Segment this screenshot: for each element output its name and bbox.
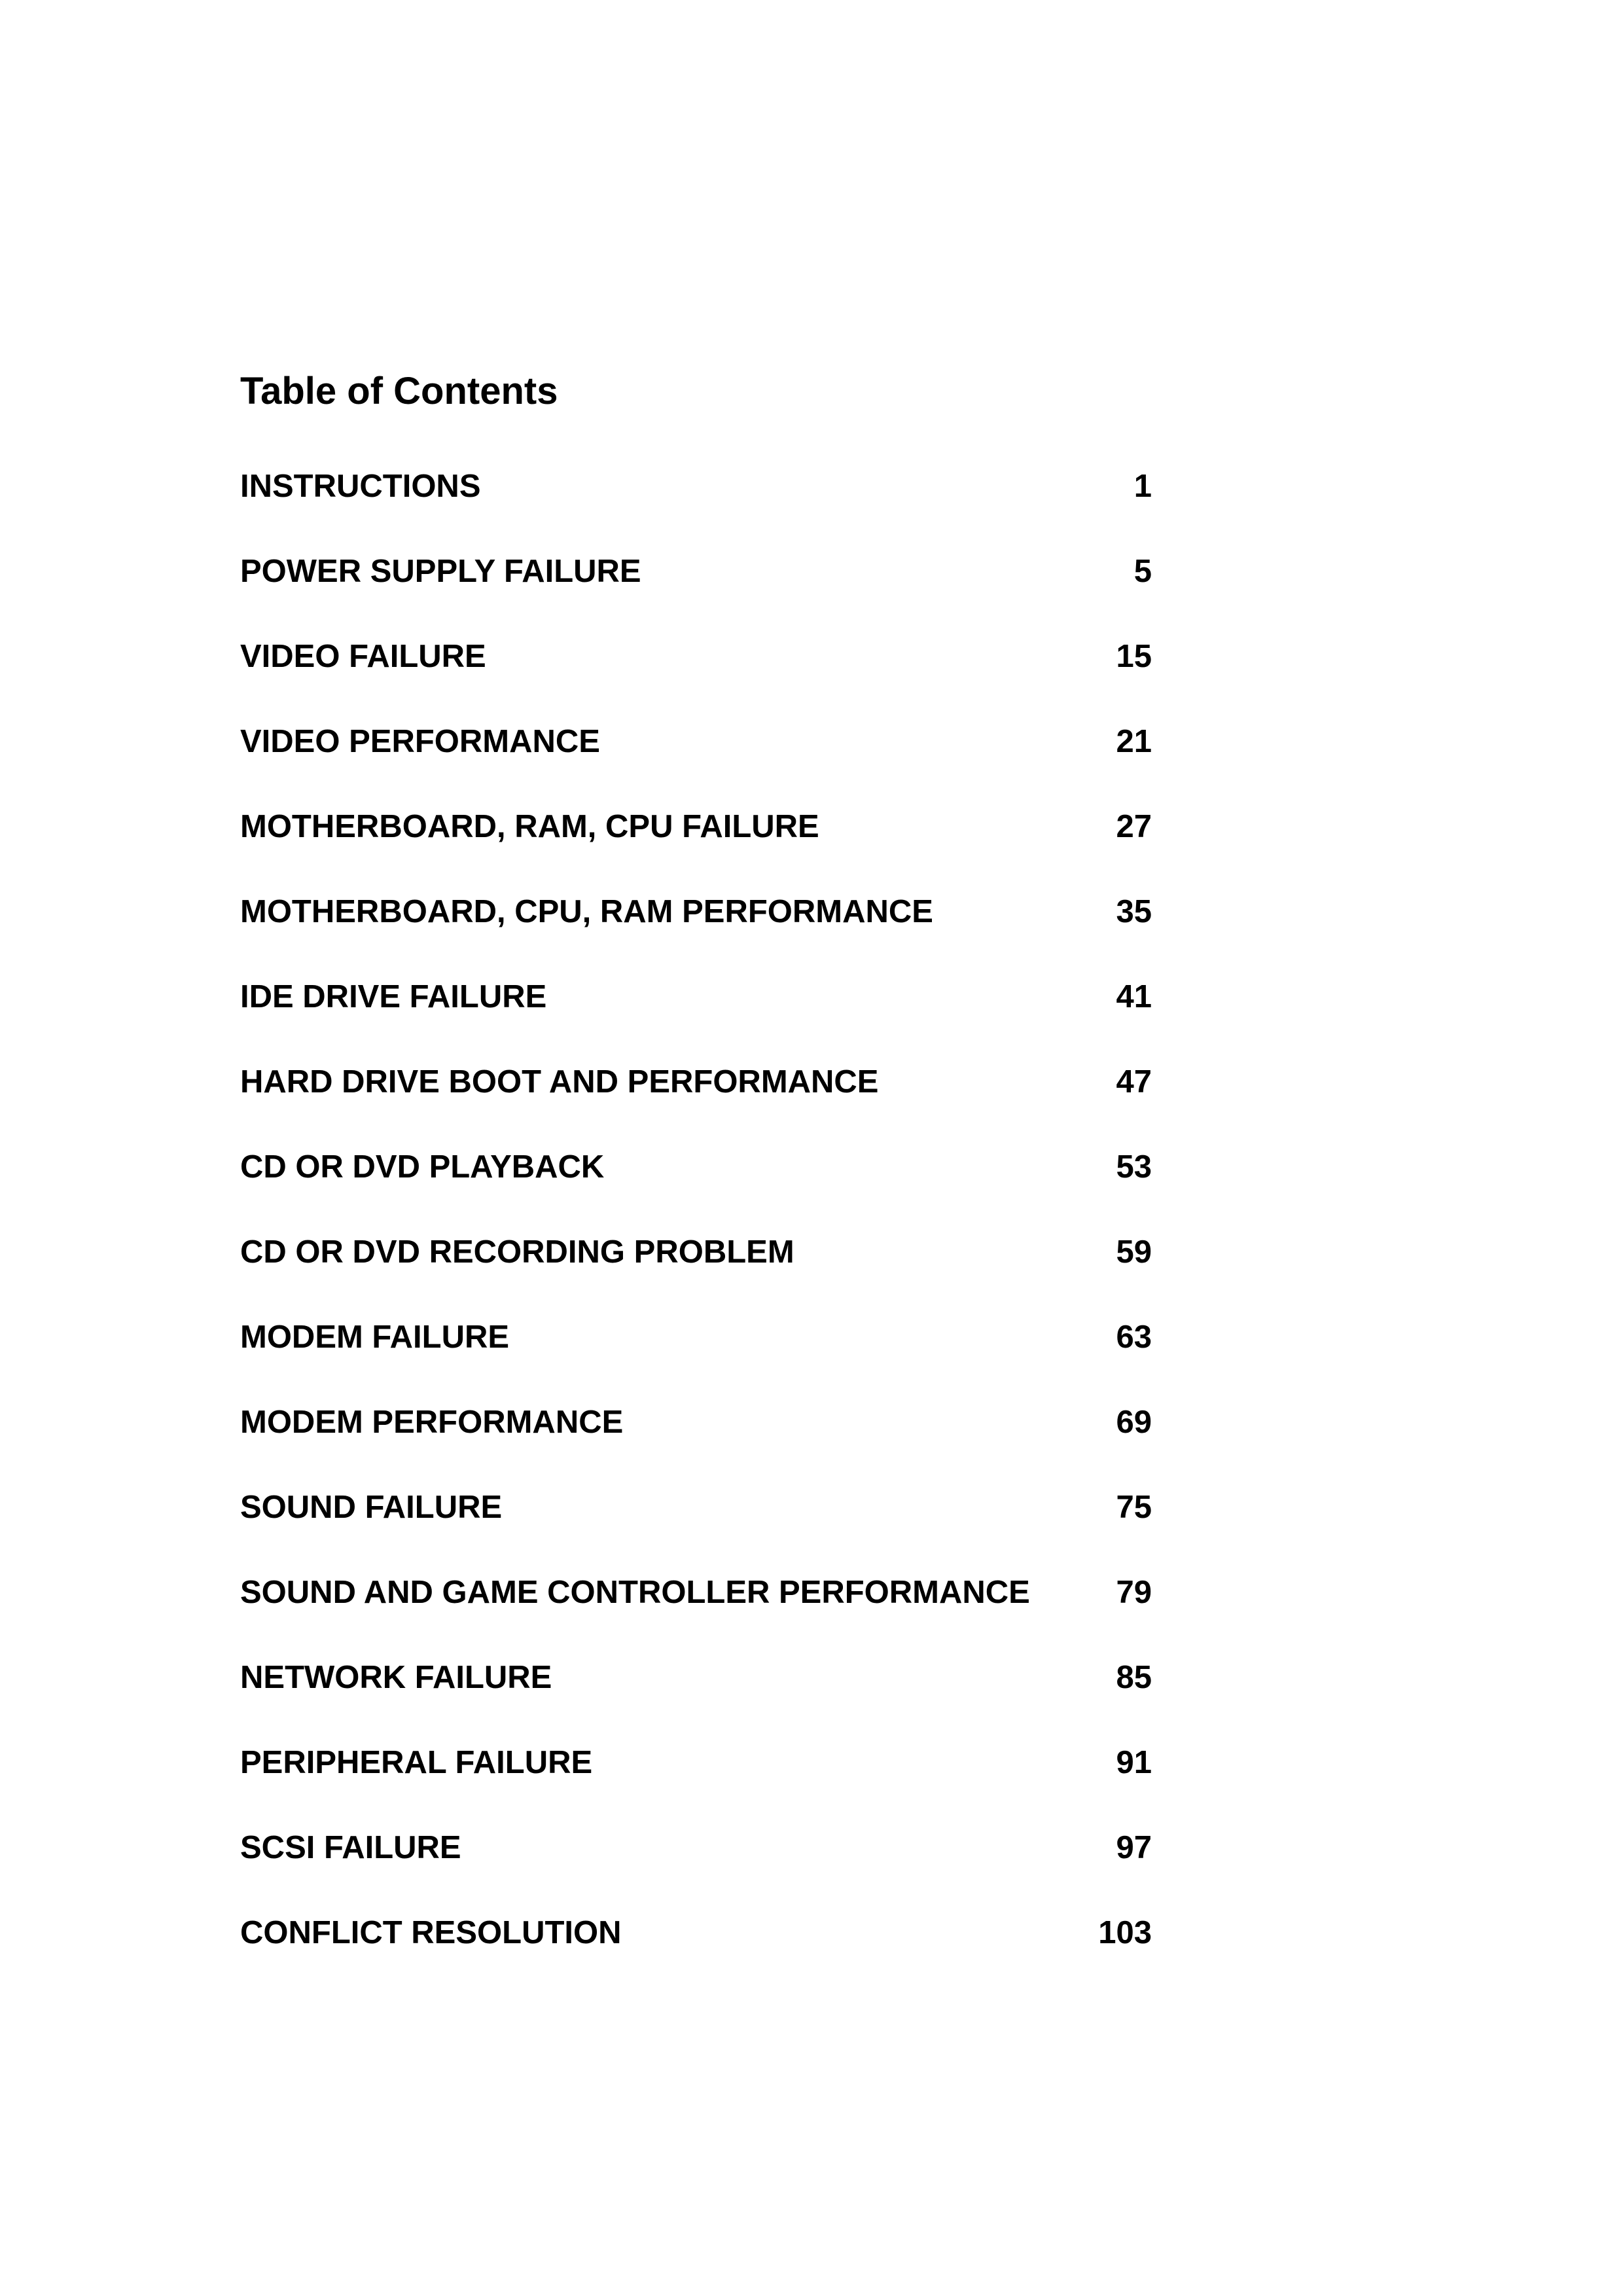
toc-entry-label: HARD DRIVE BOOT AND PERFORMANCE: [240, 1064, 879, 1100]
toc-entry-label: SCSI FAILURE: [240, 1830, 461, 1865]
toc-entry-ide-drive-failure: [240, 974, 1152, 1059]
toc-entry-page-number: 21: [1116, 724, 1152, 759]
toc-entry-page-number: 63: [1116, 1319, 1152, 1355]
toc-entry-motherboard-cpu-ram-performance: [240, 889, 1152, 974]
toc-entry-label: NETWORK FAILURE: [240, 1660, 552, 1695]
toc-entry-page-number: 103: [1098, 1915, 1152, 1950]
toc-entry-cd-or-dvd-recording-problem: [240, 1229, 1152, 1314]
toc-entry-page-number: 1: [1133, 469, 1152, 504]
toc-entry-page-number: 35: [1116, 894, 1152, 929]
toc-entry-network-failure: [240, 1655, 1152, 1740]
toc-entry-page-number: 5: [1133, 554, 1152, 589]
toc-entry-page-number: 53: [1116, 1149, 1152, 1185]
toc-entry-page-number: 59: [1116, 1234, 1152, 1270]
toc-entry-label: INSTRUCTIONS: [240, 469, 481, 504]
toc-entry-page-number: 75: [1116, 1490, 1152, 1525]
toc-entry-label: CD OR DVD PLAYBACK: [240, 1149, 605, 1185]
page-title: Table of Contents: [240, 370, 558, 412]
toc-entry-modem-performance: [240, 1399, 1152, 1484]
toc-entry-label: VIDEO FAILURE: [240, 639, 486, 674]
toc-entry-page-number: 27: [1116, 809, 1152, 844]
toc-entry-label: MOTHERBOARD, RAM, CPU FAILURE: [240, 809, 819, 844]
toc-entry-label: PERIPHERAL FAILURE: [240, 1745, 593, 1780]
toc-entry-sound-failure: [240, 1484, 1152, 1570]
toc-entry-label: MOTHERBOARD, CPU, RAM PERFORMANCE: [240, 894, 933, 929]
toc-entry-label: CONFLICT RESOLUTION: [240, 1915, 622, 1950]
toc-entry-cd-or-dvd-playback: [240, 1144, 1152, 1229]
toc-entry-instructions: [240, 463, 1152, 548]
toc-entry-label: SOUND AND GAME CONTROLLER PERFORMANCE: [240, 1575, 1030, 1610]
toc-entry-scsi-failure: [240, 1825, 1152, 1910]
toc-entry-video-failure: [240, 634, 1152, 719]
toc-entry-hard-drive-boot-and-performance: [240, 1059, 1152, 1144]
toc-entry-modem-failure: [240, 1314, 1152, 1399]
toc-entry-peripheral-failure: [240, 1740, 1152, 1825]
toc-entry-page-number: 97: [1116, 1830, 1152, 1865]
toc-entry-label: MODEM PERFORMANCE: [240, 1405, 624, 1440]
toc-entry-video-performance: [240, 719, 1152, 804]
toc-entry-page-number: 41: [1116, 979, 1152, 1014]
toc-entry-conflict-resolution: [240, 1910, 1152, 1995]
toc-entry-motherboard-ram-cpu-failure: [240, 804, 1152, 889]
toc-list: [240, 463, 1152, 1995]
toc-entry-label: CD OR DVD RECORDING PROBLEM: [240, 1234, 794, 1270]
toc-entry-page-number: 69: [1116, 1405, 1152, 1440]
toc-entry-label: IDE DRIVE FAILURE: [240, 979, 547, 1014]
toc-entry-label: MODEM FAILURE: [240, 1319, 510, 1355]
toc-entry-page-number: 91: [1116, 1745, 1152, 1780]
toc-entry-label: SOUND FAILURE: [240, 1490, 503, 1525]
toc-entry-sound-and-game-controller-performance: [240, 1570, 1152, 1655]
toc-entry-label: VIDEO PERFORMANCE: [240, 724, 600, 759]
toc-entry-page-number: 79: [1116, 1575, 1152, 1610]
toc-entry-label: POWER SUPPLY FAILURE: [240, 554, 641, 589]
toc-entry-page-number: 85: [1116, 1660, 1152, 1695]
toc-entry-page-number: 47: [1116, 1064, 1152, 1100]
toc-entry-page-number: 15: [1116, 639, 1152, 674]
toc-entry-power-supply-failure: [240, 548, 1152, 634]
